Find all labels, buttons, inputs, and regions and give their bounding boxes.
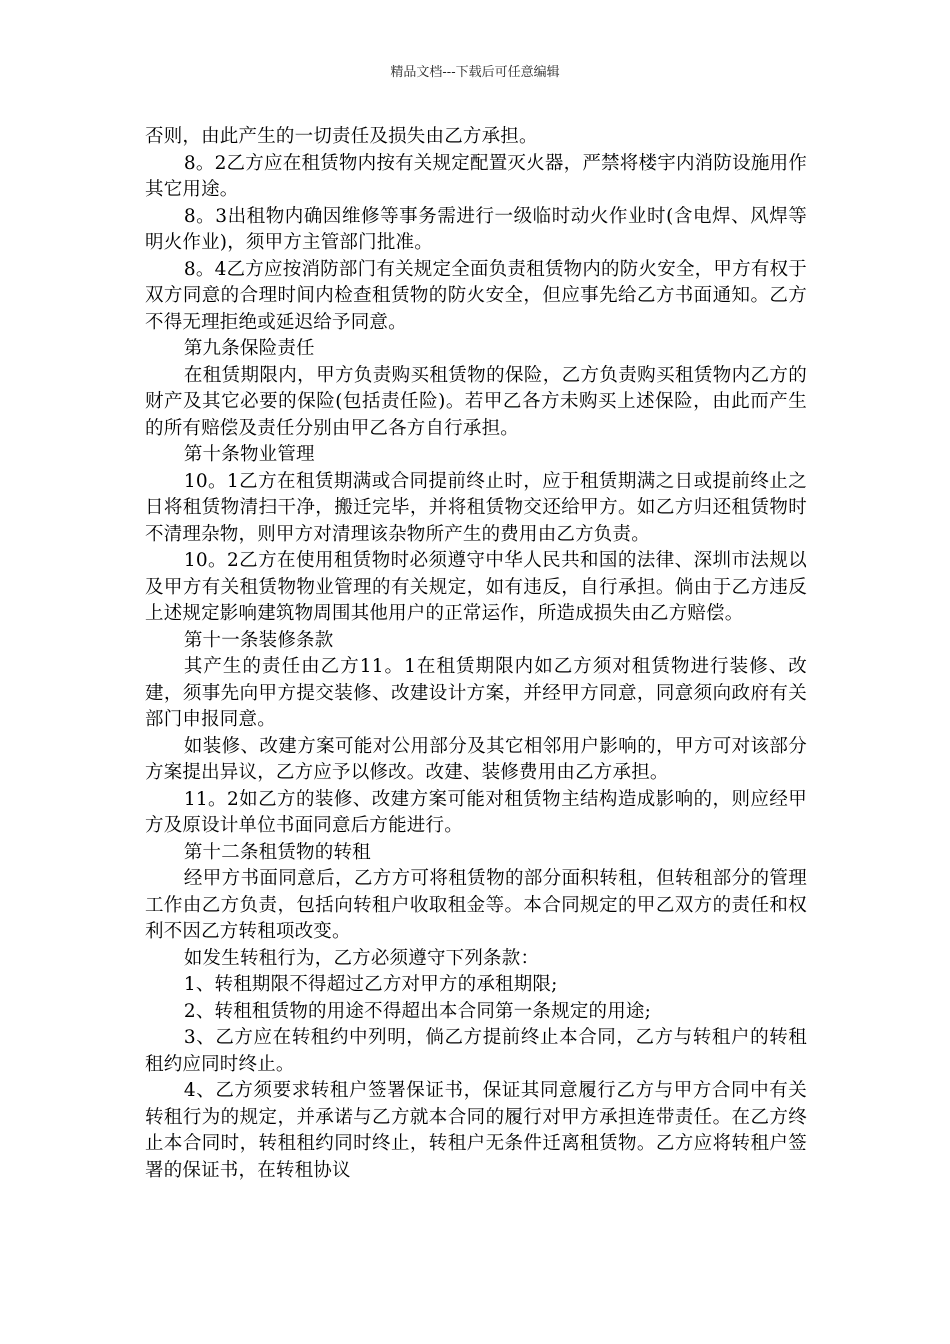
article-12-heading: 第十二条租赁物的转租 [183, 841, 371, 863]
clause-10-2: 10。2乙方在使用租赁物时必须遵守中华人民共和国的法律、深圳市法规以及甲方有关租赁物物业管理的有关规定，如有违反，自行承担。倘由于乙方违反上述规定影响建筑物周围其他用户的正常运作，所造成损失由乙方赔偿。 [145, 550, 807, 624]
clause-11-2: 11。2如乙方的装修、改建方案可能对租赁物主结构造成影响的，则应经甲方及原设计单位书面同意后方能进行。 [145, 788, 807, 836]
clause-11-1: 其产生的责任由乙方11。1在租赁期限内如乙方须对租赁物进行装修、改建，须事先向甲方提交装修、改建设计方案，并经甲方同意，同意须向政府有关部门申报同意。 [145, 656, 807, 730]
sublease-item-2: 2、转租租赁物的用途不得超出本合同第一条规定的用途; [183, 1000, 652, 1022]
article-9-body: 在租赁期限内，甲方负责购买租赁物的保险，乙方负责购买租赁物内乙方的财产及其它必要的保险(包括责任险)。若甲乙各方未购买上述保险，由此而产生的所有赔偿及责任分别由甲乙各方自行承担。 [145, 364, 807, 439]
sublease-intro: 如发生转租行为，乙方必须遵守下列条款： [183, 947, 540, 969]
document-body [145, 124, 807, 1184]
paragraph: 否则，由此产生的一切责任及损失由乙方承担。 [145, 126, 538, 147]
sublease-item-3: 3、乙方应在转租约中列明，倘乙方提前终止本合同，乙方与转租户的转租租约应同时终止。 [145, 1027, 807, 1075]
page-header: 精品文档---下载后可任意编辑 [390, 65, 560, 80]
clause-8-4: 8。4乙方应按消防部门有关规定全面负责租赁物内的防火安全，甲方有权于双方同意的合理时间内检查租赁物的防火安全，但应事先给乙方书面通知。乙方不得无理拒绝或延迟给予同意。 [145, 258, 807, 333]
clause-10-1: 10。1乙方在租赁期满或合同提前终止时，应于租赁期满之日或提前终止之日将租赁物清扫干净，搬迁完毕，并将租赁物交还给甲方。如乙方归还租赁物时不清理杂物，则甲方对清理该杂物所产生的费用由乙方负责。 [145, 470, 807, 545]
article-11-heading: 第十一条装修条款 [183, 629, 334, 651]
article-12-body: 经甲方书面同意后，乙方方可将租赁物的部分面积转租，但转租部分的管理工作由乙方负责，包括向转租户收取租金等。本合同规定的甲乙双方的责任和权利不因乙方转租项改变。 [145, 868, 807, 942]
clause-11-1-cont: 如装修、改建方案可能对公用部分及其它相邻用户影响的，甲方可对该部分方案提出异议，乙方应予以修改。改建、装修费用由乙方承担。 [145, 735, 807, 783]
clause-8-2: 8。2乙方应在租赁物内按有关规定配置灭火器，严禁将楼宇内消防设施用作其它用途。 [145, 152, 807, 200]
article-9-heading: 第九条保险责任 [183, 338, 315, 359]
clause-8-3: 8。3出租物内确因维修等事务需进行一级临时动火作业时(含电焊、风焊等明火作业)，须甲方主管部门批准。 [145, 205, 807, 253]
sublease-item-1: 1、转租期限不得超过乙方对甲方的承租期限; [183, 974, 558, 995]
sublease-item-4: 4、乙方须要求转租户签署保证书，保证其同意履行乙方与甲方合同中有关转租行为的规定，并承诺与乙方就本合同的履行对甲方承担连带责任。在乙方终止本合同时，转租租约同时终止，转租户无条件迁离租赁物。乙方应将转租户签署的保证书，在转租协议 [145, 1080, 807, 1181]
article-10-heading: 第十条物业管理 [183, 444, 315, 465]
